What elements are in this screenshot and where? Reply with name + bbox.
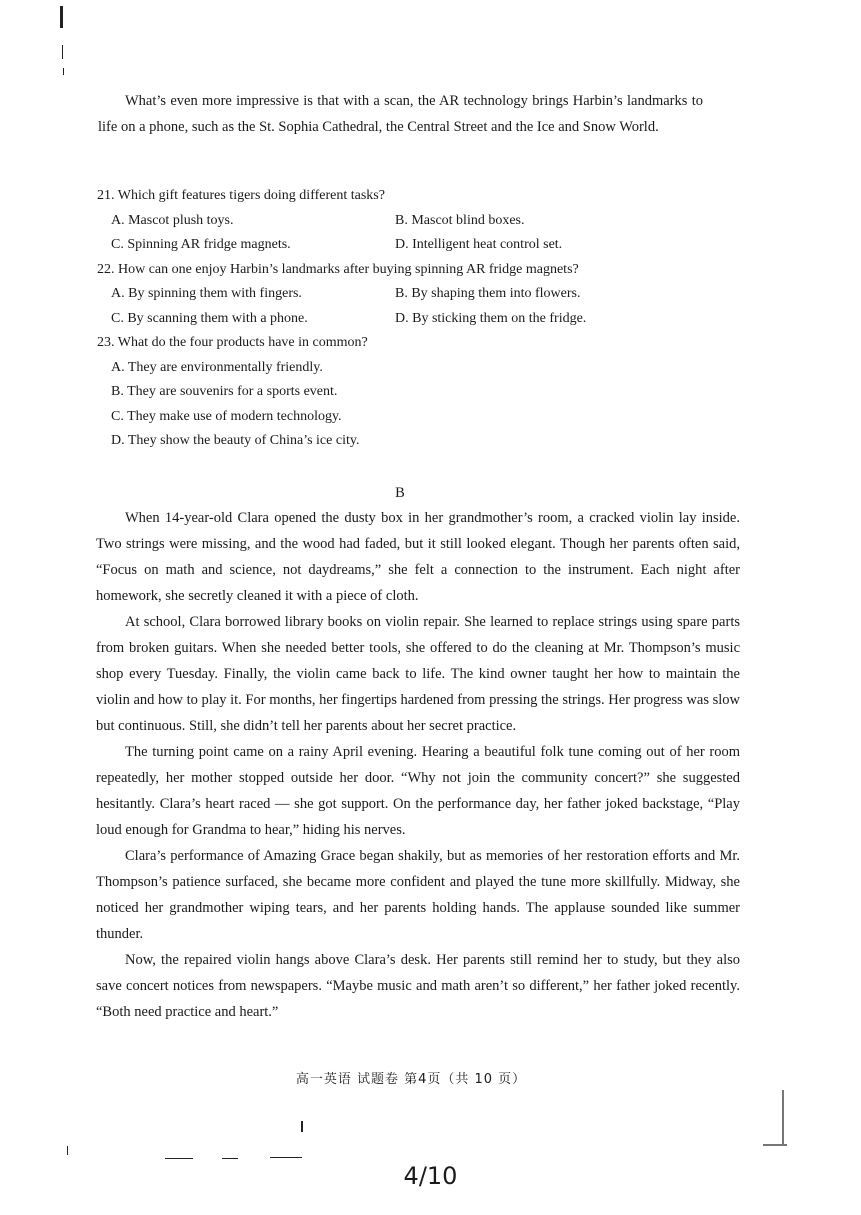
question-21-option-d: D. Intelligent heat control set.: [395, 237, 563, 252]
question-21-row-2: [97, 233, 657, 258]
question-22-option-c: C. By scanning them with a phone.: [111, 310, 308, 326]
question-21-row-1: [97, 209, 657, 234]
section-b-heading: B: [395, 485, 405, 501]
scan-mark-bottom-left: [67, 1146, 68, 1155]
scan-mark-left-2: [63, 68, 64, 75]
question-23-option-a: A. They are environmentally friendly.: [111, 359, 323, 375]
question-list: [97, 184, 657, 454]
scan-mark-top-left: [60, 6, 63, 28]
scan-mark-bottom-right: [782, 1090, 784, 1146]
question-21-option-c: C. Spinning AR fridge magnets.: [111, 237, 291, 252]
question-23-option-c: C. They make use of modern technology.: [111, 408, 342, 424]
question-22-row-1: [97, 282, 657, 307]
question-22-row-2: [97, 307, 657, 332]
question-22-stem: 22. How can one enjoy Harbin’s landmarks after buying spinning AR fridge magnets?: [97, 261, 579, 277]
question-22-option-d: D. By sticking them on the fridge.: [395, 310, 587, 326]
passage-b-paragraph-4: Clara’s performance of Amazing Grace began shakily, but as memories of her restoration efforts and Mr. Thompson’s patience surfaced, she became more confident and played the tune more skillfully. Midway, she noticed her grandmother wiping tears, and her parents holding hands. The applause sounded like summer thunder.: [96, 848, 740, 942]
question-23-option-b: B. They are souvenirs for a sports event.: [111, 384, 338, 399]
question-22-option-b: B. By shaping them into flowers.: [395, 286, 581, 301]
passage-b-paragraph-3: The turning point came on a rainy April evening. Hearing a beautiful folk tune coming out of her room repeatedly, her mother stopped outside her door. “Why not join the community concert?” she suggested hesitantly. Clara’s heart raced — she got support. On the performance day, her father joked backstage, “Play loud enough for Grandma to hear,” hiding his nerves.: [96, 744, 740, 838]
scan-mark-bottom-right-base: [763, 1144, 787, 1146]
passage-b-paragraph-5: Now, the repaired violin hangs above Clara’s desk. Her parents still remind her to study, but they also save concert notices from newspapers. “Maybe music and math aren’t so different,” her father joked recently. “Both need practice and heart.”: [96, 952, 740, 1020]
passage-b-paragraph-2: At school, Clara borrowed library books on violin repair. She learned to replace strings using spare parts from broken guitars. When she needed better tools, she offered to do the cleaning at Mr. Thompson’s music shop every Tuesday. Finally, the violin came back to life. The kind owner taught her how to maintain the violin and how to play it. For months, her fingertips hardened from pressing the strings. Her progress was slow but continuous. Still, she didn’t tell her parents about her secret practice.: [96, 614, 740, 734]
scan-mark-left-1: [62, 45, 63, 59]
page-counter: 4/10: [403, 1162, 458, 1190]
question-21-stem: 21. Which gift features tigers doing different tasks?: [97, 188, 385, 203]
scan-mark-bottom-tick: [301, 1121, 303, 1132]
scan-mark-bottom-dash-1: [165, 1158, 193, 1159]
question-23-option-d: D. They show the beauty of China’s ice city.: [111, 433, 360, 448]
passage-b: [96, 505, 740, 1025]
scan-mark-bottom-dash-3: [270, 1157, 302, 1158]
question-21-option-b: B. Mascot blind boxes.: [395, 212, 525, 228]
passage-b-paragraph-1: When 14-year-old Clara opened the dusty box in her grandmother’s room, a cracked violin lay inside. Two strings were missing, and the wood had faded, but it still looked elegant. Though her parents often said, “Focus on math and science, not daydreams,” she felt a connection to the instrument. Each night after homework, she secretly cleaned it with a piece of cloth.: [96, 510, 740, 604]
page-footer: 高一英语 试题卷 第4页（共 10 页）: [295, 1072, 527, 1087]
passage-a-last-paragraph: What’s even more impressive is that with a scan, the AR technology brings Harbin’s landmarks to life on a phone, such as the St. Sophia Cathedral, the Central Street and the Ice and Snow World.: [98, 93, 703, 135]
question-23-stem: 23. What do the four products have in common?: [97, 335, 368, 350]
scan-mark-bottom-dash-2: [222, 1158, 238, 1159]
question-22-option-a: A. By spinning them with fingers.: [111, 286, 302, 301]
question-21-option-a: A. Mascot plush toys.: [111, 212, 234, 228]
